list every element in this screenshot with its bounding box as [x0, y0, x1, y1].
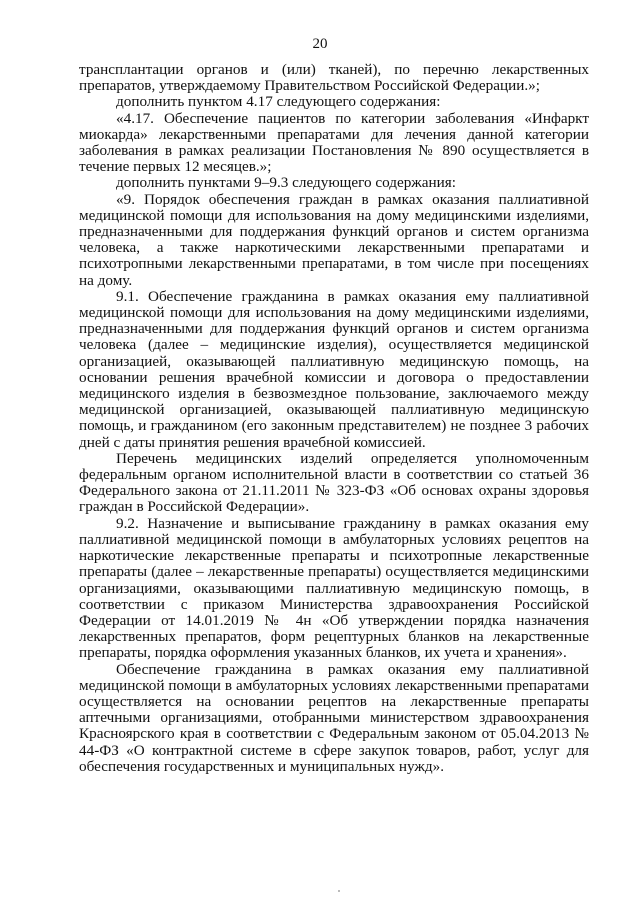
page-number: 20: [312, 36, 328, 52]
document-body: [79, 62, 589, 775]
paragraph-amend-4-17: дополнить пунктом 4.17 следующего содержания:: [116, 93, 441, 111]
paragraph-item-9-1: 9.1. Обеспечение гражданина в рамках оказания ему паллиативной медицинской помощи для использования на дому медицинскими изделиями, предназначенными для поддержания функций органов и систем организма человека (далее – медицинские изделия), осуществляется медицинской организацией, оказывающей паллиативную медицинскую помощь, на основании решения врачебной комиссии и договора о предоставлении медицинского изделия в безвозмездное пользование, заключаемого между медицинской организацией, оказывающей паллиативную медицинскую помощь, и гражданином (его законным представителем) не позднее 3 рабочих дней с даты принятия решения врачебной комиссией.: [79, 287, 589, 451]
paragraph-amend-9: дополнить пунктами 9–9.3 следующего содержания:: [116, 174, 456, 192]
paragraph-continuation: трансплантации органов и (или) тканей), по перечню лекарственных препаратов, утверждаемому Правительством Российской Федерации.»;: [79, 61, 589, 95]
scan-speck: [338, 890, 340, 892]
paragraph-pharmacy-provision: Обеспечение гражданина в рамках оказания ему паллиативной медицинской помощи в амбулаторных условиях лекарственными препаратами осуществляется на основании рецептов на лекарственные препараты аптечными организациями, отобранными министерством здравоохранения Красноярского края в соответствии с Федеральным законом от 05.04.2013 № 44-ФЗ «О контрактной системе в сфере закупок товаров, работ, услуг для обеспечения государственных и муниципальных нужд».: [79, 660, 589, 775]
paragraph-device-list: Перечень медицинских изделий определяется уполномоченным федеральным органом исполнительной власти в соответствии со статьей 36 Федерального закона от 21.11.2011 № 323-ФЗ «Об основах охраны здоровья граждан в Российской Федерации».: [79, 449, 589, 516]
paragraph-item-4-17: «4.17. Обеспечение пациентов по категории заболевания «Инфаркт миокарда» лекарственными препаратами для лечения данной категории заболевания в рамках реализации Постановления № 890 осуществляется в течение первых 12 месяцев.»;: [79, 109, 589, 176]
paragraph-item-9-2: 9.2. Назначение и выписывание гражданину в рамках оказания ему паллиативной медицинской помощи в амбулаторных условиях рецептов на наркотические лекарственные препараты и психотропные лекарственные препараты (далее – лекарственные препараты) осуществляется медицинскими организациями, оказывающими паллиативную медицинскую помощь, в соответствии с приказом Министерства здравоохранения Российской Федерации от 14.01.2019 № 4н «Об утверждении порядка назначения лекарственных препаратов, форм рецептурных бланков на лекарственные препараты, порядка оформления указанных бланков, их учета и хранения».: [79, 514, 589, 662]
paragraph-item-9: «9. Порядок обеспечения граждан в рамках оказания паллиативной медицинской помощи для использования на дому медицинскими изделиями, предназначенными для поддержания функций органов и систем организма человека, а также наркотическими лекарственными препаратами и психотропными лекарственными препаратами, в том числе при посещениях на дому.: [79, 190, 589, 289]
